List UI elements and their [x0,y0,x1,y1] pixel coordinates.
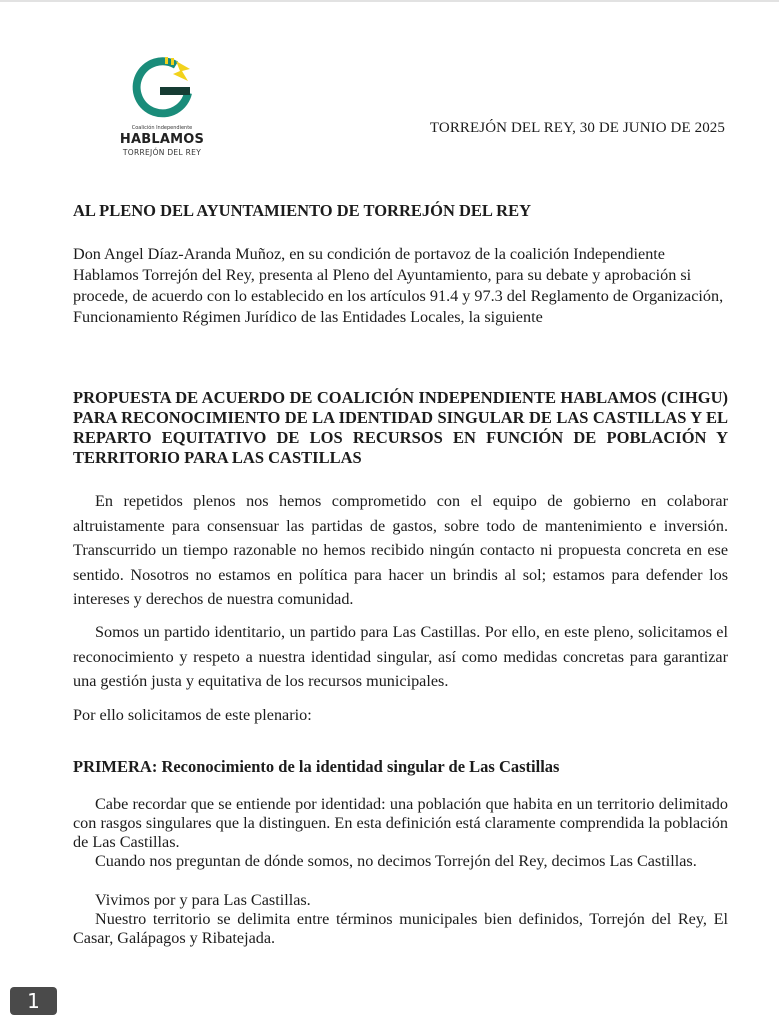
date-line: TORREJÓN DEL REY, 30 DE JUNIO DE 2025 [429,120,725,136]
logo-subtitle: TORREJÓN DEL REY [122,148,202,157]
logo-tagline: Coalición Independiente [131,125,193,131]
g-logo-icon [132,55,194,121]
intro-paragraph: Don Angel Díaz-Aranda Muñoz, en su condición de portavoz de la coalición Independiente Hablamos Torrejón del Rey, presenta al Pleno del Ayuntamiento, para su debate y aprobación si procede, de acuerdo con lo establecido en los artículos 91.4 y 97.3 del Reglamento de Organización, Funcionamiento Régimen Jurídico de las Entidades Locales, la siguiente [73,245,724,326]
logo-brand: HABLAMOS [119,132,205,147]
letterhead-logo [112,55,212,165]
section-heading-primera: PRIMERA: Reconocimiento de la identidad singular de Las Castillas [73,757,560,776]
body-paragraph: Por ello solicitamos de este plenario: [73,706,312,724]
section-paragraph: Cabe recordar que se entiende por identidad: una población que habita en un territorio delimitado con rasgos singulares que la distinguen. En esta definición está claramente comprendida la población de Las Castillas. [73,795,728,851]
section-paragraph: Cuando nos preguntan de dónde somos, no decimos Torrejón del Rey, decimos Las Castillas. [95,852,697,870]
proposal-title: PROPUESTA DE ACUERDO DE COALICIÓN INDEPENDIENTE HABLAMOS (CIHGU) PARA RECONOCIMIENTO DE LA IDENTIDAD SINGULAR DE LAS CASTILLAS Y EL REPARTO EQUITATIVO DE LOS RECURSOS EN FUNCIÓN DE POBLACIÓN Y TERRITORIO PARA LAS CASTILLAS [73,388,728,467]
section-paragraph: Vivimos por y para Las Castillas. [95,891,311,909]
section-paragraph: Nuestro territorio se delimita entre términos municipales bien definidos, Torrejón del Rey, El Casar, Galápagos y Ribatejada. [73,910,728,947]
body-paragraph: En repetidos plenos nos hemos comprometido con el equipo de gobierno en colaborar altruistamente para consensuar las partidas de gastos, sobre todo de mantenimiento e inversión. Transcurrido un tiempo razonable no hemos recibido ningún contacto ni propuesta concreta en ese sentido. Nosotros no estamos en política para hacer un brindis al sol; estamos para defender los intereses y derechos de nuestra comunidad. [73,492,728,608]
addressee-heading: AL PLENO DEL AYUNTAMIENTO DE TORREJÓN DEL REY [73,201,531,220]
top-border [0,0,779,2]
page-number-badge: 1 [10,987,57,1015]
body-paragraph: Somos un partido identitario, un partido para Las Castillas. Por ello, en este pleno, solicitamos el reconocimiento y respeto a nuestra identidad singular, así como medidas concretas para garantizar una gestión justa y equitativa de los recursos municipales. [73,623,728,690]
